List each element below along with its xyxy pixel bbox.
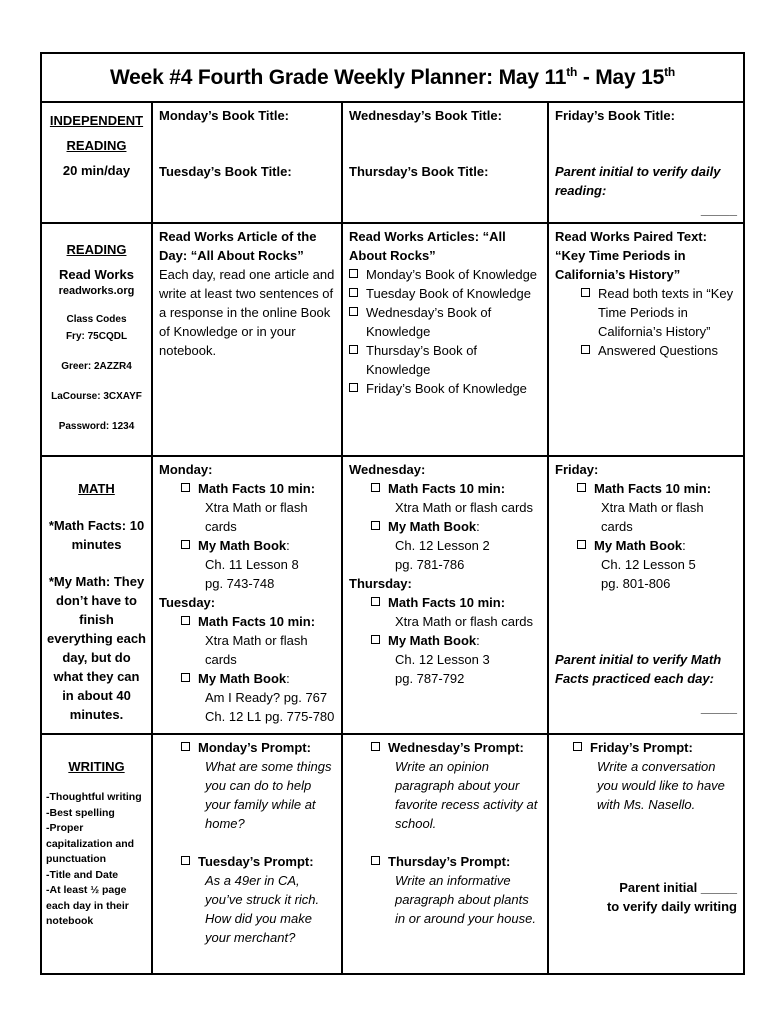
checkbox[interactable] xyxy=(371,856,380,865)
my-math-book-title: My Math Book xyxy=(594,538,683,553)
writing-criteria xyxy=(46,790,147,930)
colon: : xyxy=(476,519,480,534)
monday-book-pages: pg. 743-748 xyxy=(205,576,275,591)
readworks-name: Read Works xyxy=(59,267,134,282)
friday-prompt-text: Write a conversation you would like to have with Ms. Nasello. xyxy=(597,759,725,812)
checkbox[interactable] xyxy=(371,521,380,530)
tuesday-book-lesson: Am I Ready? pg. 767 xyxy=(205,690,328,705)
independent-reading-heading-1: INDEPENDENT xyxy=(49,113,144,128)
checklist-item[interactable] xyxy=(159,738,335,757)
math-facts-detail: Xtra Math or flash cards xyxy=(205,633,308,667)
checkbox[interactable] xyxy=(181,483,190,492)
my-math-book-title: My Math Book xyxy=(388,633,477,648)
math-heading: MATH xyxy=(78,481,115,496)
tuesday-book-title-label: Tuesday’s Book Title: xyxy=(159,164,292,179)
wed-thu-book-cell xyxy=(343,103,549,222)
friday-prompt-label: Friday’s Prompt: xyxy=(590,740,693,755)
checklist-label: Friday’s Book of Knowledge xyxy=(366,381,527,396)
class-code-fry: Fry: 75CQDL xyxy=(65,331,128,342)
checklist-label: Monday’s Book of Knowledge xyxy=(366,267,538,282)
article-of-day-body: Each day, read one article and write at least two sentences of a response in the online Book of Knowledge or in your notebook. xyxy=(159,267,335,358)
friday-book-pages: pg. 801-806 xyxy=(601,576,671,591)
checkbox[interactable] xyxy=(349,383,358,392)
math-mon-tue-cell xyxy=(153,457,343,733)
checklist-label: Thursday’s Book of Knowledge xyxy=(366,343,478,377)
monday-prompt-label: Monday’s Prompt: xyxy=(198,740,311,755)
math-monday-label: Monday: xyxy=(159,462,213,477)
writing-friday-cell xyxy=(549,735,743,973)
checkbox[interactable] xyxy=(371,742,380,751)
checklist-label: Wednesday’s Book of Knowledge xyxy=(366,305,492,339)
tuesday-prompt-label: Tuesday’s Prompt: xyxy=(198,854,314,869)
checklist-item[interactable] xyxy=(159,612,335,631)
checklist-item[interactable] xyxy=(555,341,737,360)
checkbox[interactable] xyxy=(181,856,190,865)
math-facts-title: Math Facts 10 min: xyxy=(198,614,316,629)
colon: : xyxy=(476,633,480,648)
math-tuesday-label: Tuesday: xyxy=(159,595,216,610)
checklist-item[interactable] xyxy=(349,852,541,871)
article-of-day-cell xyxy=(153,224,343,455)
checklist-item[interactable] xyxy=(349,631,541,650)
class-codes-label: Class Codes xyxy=(66,314,127,325)
thursday-book-pages: pg. 787-792 xyxy=(395,671,465,686)
checkbox[interactable] xyxy=(349,288,358,297)
readworks-articles-title: Read Works Articles: “All About Rocks” xyxy=(349,229,506,263)
my-math-note: *My Math: They don’t have to finish everything each day, but do what they can in about 40 minutes. xyxy=(47,574,146,722)
checkbox[interactable] xyxy=(577,540,586,549)
reading-parent-blank: _____ xyxy=(700,202,737,217)
checkbox[interactable] xyxy=(581,288,590,297)
checklist-item[interactable] xyxy=(349,379,541,398)
checkbox[interactable] xyxy=(349,345,358,354)
tuesday-prompt-text: As a 49er in CA, you’ve struck it rich. How did you make your merchant? xyxy=(205,873,320,945)
writing-criterion: -At least ½ page each day in their notebook xyxy=(46,884,129,927)
checklist-item[interactable] xyxy=(555,284,737,341)
friday-book-title-label: Friday’s Book Title: xyxy=(555,108,675,123)
colon: : xyxy=(286,538,290,553)
my-math-book-title: My Math Book xyxy=(198,671,287,686)
independent-reading-heading-2: READING xyxy=(66,138,127,153)
math-facts-detail: Xtra Math or flash cards xyxy=(395,500,533,515)
writing-criterion: -Best spelling xyxy=(46,806,115,819)
checkbox[interactable] xyxy=(181,540,190,549)
checkbox[interactable] xyxy=(573,742,582,751)
checklist-item[interactable] xyxy=(555,479,737,498)
math-facts-detail: Xtra Math or flash cards xyxy=(395,614,533,629)
checklist-item[interactable] xyxy=(555,536,737,555)
writing-mon-tue-cell xyxy=(153,735,343,973)
title-mid: - May 15 xyxy=(577,66,665,89)
friday-book-lesson: Ch. 12 Lesson 5 xyxy=(601,557,696,572)
math-facts-detail: Xtra Math or flash cards xyxy=(205,500,308,534)
paired-text-title: Read Works Paired Text: “Key Time Periods in California’s History” xyxy=(555,229,707,282)
checkbox[interactable] xyxy=(577,483,586,492)
writing-criterion: -Thoughtful writing xyxy=(46,791,142,803)
math-facts-title: Math Facts 10 min: xyxy=(594,481,712,496)
checklist-item[interactable] xyxy=(349,517,541,536)
weekly-planner xyxy=(40,52,745,975)
class-code-lacourse: LaCourse: 3CXAYF xyxy=(51,391,142,402)
thursday-prompt-label: Thursday’s Prompt: xyxy=(388,854,511,869)
writing-criterion: -Proper capitalization and punctuation xyxy=(46,822,135,865)
wednesday-book-title-label: Wednesday’s Book Title: xyxy=(349,108,502,123)
checklist-item[interactable] xyxy=(555,738,737,757)
reading-header xyxy=(42,224,153,455)
checkbox[interactable] xyxy=(371,597,380,606)
class-code-greer: Greer: 2AZZR4 xyxy=(61,361,132,372)
checklist-item[interactable] xyxy=(349,479,541,498)
reading-row xyxy=(42,224,743,457)
checklist-item[interactable] xyxy=(159,852,335,871)
wednesday-book-lesson: Ch. 12 Lesson 2 xyxy=(395,538,490,553)
checklist-item[interactable] xyxy=(159,669,335,688)
writing-parent-note-2: to verify daily writing xyxy=(606,899,737,914)
math-wednesday-label: Wednesday: xyxy=(349,462,426,477)
checklist-label: Tuesday Book of Knowledge xyxy=(366,286,532,301)
writing-heading: WRITING xyxy=(68,759,125,774)
writing-row xyxy=(42,735,743,973)
wednesday-book-pages: pg. 781-786 xyxy=(395,557,465,572)
independent-reading-row xyxy=(42,103,743,224)
checkbox[interactable] xyxy=(371,483,380,492)
checkbox[interactable] xyxy=(349,269,358,278)
thursday-book-lesson: Ch. 12 Lesson 3 xyxy=(395,652,490,667)
checklist-item[interactable] xyxy=(159,479,335,498)
math-facts-title: Math Facts 10 min: xyxy=(388,595,506,610)
friday-book-cell xyxy=(549,103,743,222)
writing-header xyxy=(42,735,153,973)
wednesday-prompt-text: Write an opinion paragraph about your favorite recess activity at school. xyxy=(395,759,538,831)
monday-book-lesson: Ch. 11 Lesson 8 xyxy=(205,557,299,572)
tuesday-book-pages: Ch. 12 L1 pg. 775-780 xyxy=(205,709,335,724)
paired-text-cell xyxy=(549,224,743,455)
title-sup-1: th xyxy=(566,65,578,79)
checklist-item[interactable] xyxy=(349,284,541,303)
math-facts-detail: Xtra Math or flash cards xyxy=(601,500,704,534)
checklist-label: Read both texts in “Key Time Periods in California’s History” xyxy=(598,286,734,339)
checkbox[interactable] xyxy=(371,635,380,644)
checklist-item[interactable] xyxy=(349,593,541,612)
checkbox[interactable] xyxy=(349,307,358,316)
checkbox[interactable] xyxy=(181,616,190,625)
math-thursday-label: Thursday: xyxy=(349,576,412,591)
math-friday-cell xyxy=(549,457,743,733)
math-facts-note: *Math Facts: 10 minutes xyxy=(48,518,145,552)
checkbox[interactable] xyxy=(181,742,190,751)
readworks-url: readworks.org xyxy=(58,285,135,297)
checklist-label: Answered Questions xyxy=(598,343,718,358)
wednesday-prompt-label: Wednesday’s Prompt: xyxy=(388,740,524,755)
writing-wed-thu-cell xyxy=(343,735,549,973)
math-parent-note: Parent initial to verify Math Facts practiced each day: xyxy=(555,652,722,686)
math-facts-title: Math Facts 10 min: xyxy=(198,481,316,496)
thursday-book-title-label: Thursday’s Book Title: xyxy=(349,164,489,179)
colon: : xyxy=(682,538,686,553)
checklist-item[interactable] xyxy=(159,536,335,555)
mon-tue-book-cell xyxy=(153,103,343,222)
monday-book-title-label: Monday’s Book Title: xyxy=(159,108,290,123)
math-parent-blank: _____ xyxy=(700,700,737,715)
title-sup-2: th xyxy=(664,65,676,79)
my-math-book-title: My Math Book xyxy=(198,538,287,553)
class-password: Password: 1234 xyxy=(58,421,135,432)
monday-prompt-text: What are some things you can do to help your family while at home? xyxy=(205,759,332,831)
checklist-item[interactable] xyxy=(349,738,541,757)
reading-heading: READING xyxy=(66,242,127,257)
checkbox[interactable] xyxy=(581,345,590,354)
writing-parent-note-1: Parent initial _____ xyxy=(619,880,737,895)
checklist-item[interactable] xyxy=(349,265,541,284)
page-title xyxy=(42,54,743,103)
independent-reading-header xyxy=(42,103,153,222)
my-math-book-title: My Math Book xyxy=(388,519,477,534)
title-text: Week #4 Fourth Grade Weekly Planner: May 11 xyxy=(109,66,567,89)
checkbox[interactable] xyxy=(181,673,190,682)
article-of-day-title: Read Works Article of the Day: “All About Rocks” xyxy=(159,229,317,263)
readworks-articles-cell xyxy=(343,224,549,455)
colon: : xyxy=(286,671,290,686)
math-friday-label: Friday: xyxy=(555,462,599,477)
math-wed-thu-cell xyxy=(343,457,549,733)
math-facts-title: Math Facts 10 min: xyxy=(388,481,506,496)
thursday-prompt-text: Write an informative paragraph about plants in or around your house. xyxy=(395,873,536,926)
reading-parent-note: Parent initial to verify daily reading: xyxy=(555,164,721,198)
math-row xyxy=(42,457,743,735)
math-header xyxy=(42,457,153,733)
reading-minutes: 20 min/day xyxy=(62,163,131,178)
writing-criterion: -Title and Date xyxy=(46,868,119,881)
checklist-item[interactable] xyxy=(349,341,541,379)
checklist-item[interactable] xyxy=(349,303,541,341)
